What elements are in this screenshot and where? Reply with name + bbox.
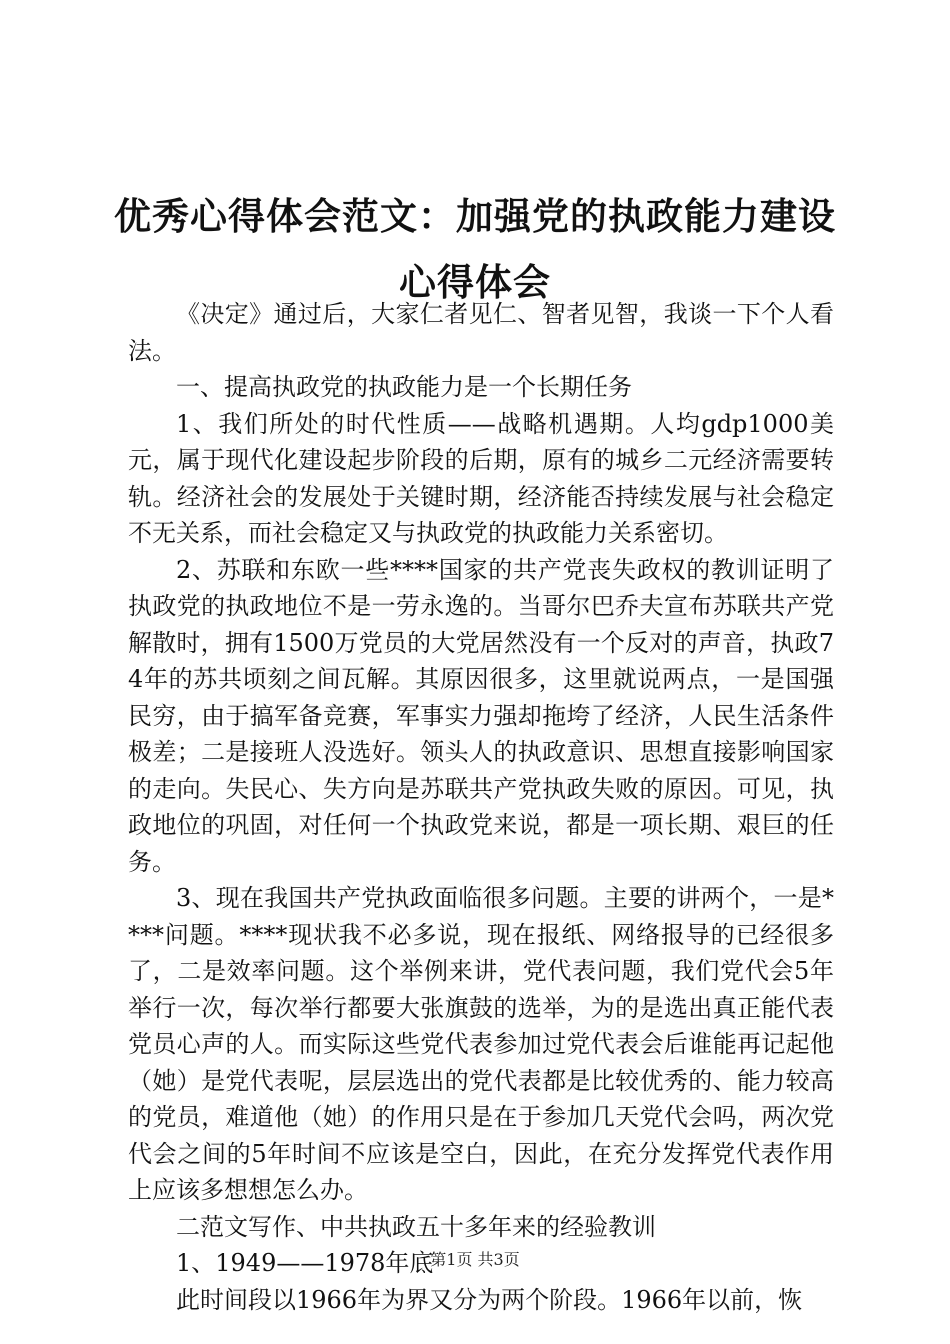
page-footer: 第1页 共3页 — [430, 1250, 520, 1269]
heading-section-two: 二范文写作、中共执政五十多年来的经验教训 — [176, 1212, 656, 1241]
heading-section-one: 一、提高执政党的执政能力是一个长期任务 — [176, 373, 632, 401]
paragraph-period-1: 此时间段以1966年为界又分为两个阶段。1966年以前，恢 — [176, 1285, 803, 1314]
paragraph-point-3: 3、现在我国共产党执政面临很多问题。主要的讲两个，一是****问题。****现状我不必多说，现在报纸、网络报导的已经很多了，二是效率问题。这个举例来讲，党代表问题，我们党代会5年举行一次，每次举行都要大张旗鼓的选举，为的是选出真正能代表党员心声的人。而实际这些党代表参加过党代表会后谁能再记起他（她）是党代表呢，层层选出的党代表都是比较优秀的、能力较高的党员，难道他（她）的作用只是在于参加几天党代会吗，两次党代会之间的5年时间不应该是空白，因此，在充分发挥党代表作用上应该多想想怎么办。 — [128, 884, 834, 1204]
subheading-period-1: 1、1949——1978年底 — [176, 1249, 434, 1277]
paragraph-intro: 《决定》通过后，大家仁者见仁、智者见智，我谈一下个人看法。 — [128, 300, 834, 365]
document-body — [128, 296, 834, 1318]
paragraph-point-1: 1、我们所处的时代性质——战略机遇期。人均gdp1000美元，属于现代化建设起步阶段的后期，原有的城乡二元经济需要转轨。经济社会的发展处于关键时期，经济能否持续发展与社会稳定不无关系，而社会稳定又与执政党的执政能力关系密切。 — [128, 409, 834, 547]
document-title: 优秀心得体会范文：加强党的执政能力建设心得体会 — [114, 195, 836, 304]
paragraph-point-2: 2、苏联和东欧一些****国家的共产党丧失政权的教训证明了执政党的执政地位不是一劳永逸的。当哥尔巴乔夫宣布苏联共产党解散时，拥有1500万党员的大党居然没有一个反对的声音，执政74年的苏共顷刻之间瓦解。其原因很多，这里就说两点，一是国强民穷，由于搞军备竞赛，军事实力强却拖垮了经济，人民生活条件极差；二是接班人没选好。领头人的执政意识、思想直接影响国家的走向。失民心、失方向是苏联共产党执政失败的原因。可见，执政地位的巩固，对任何一个执政党来说，都是一项长期、艰巨的任务。 — [128, 555, 834, 876]
